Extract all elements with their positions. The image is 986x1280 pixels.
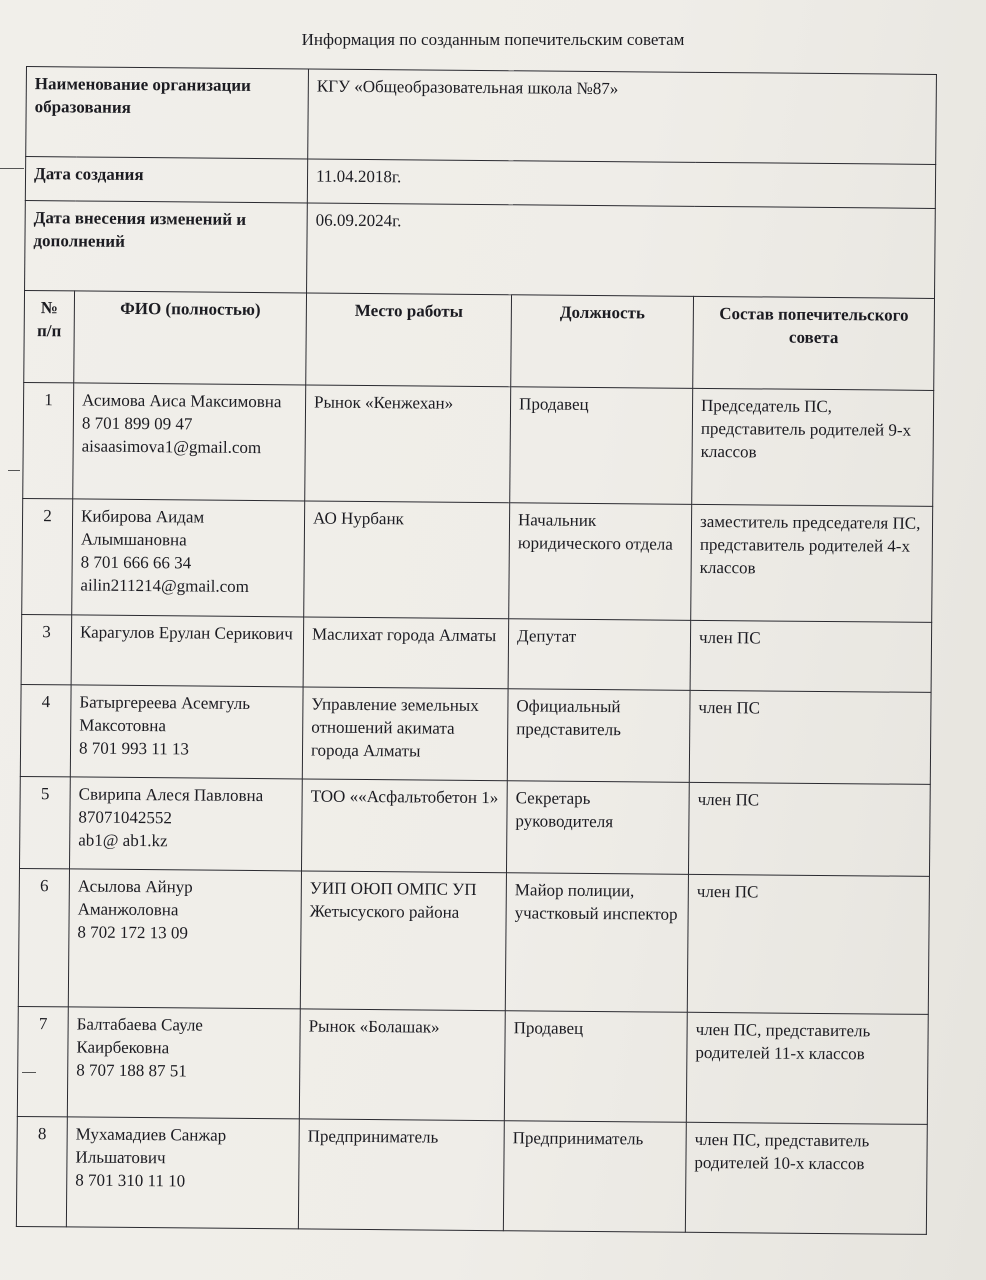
member-contact <box>73 383 306 501</box>
member-workplace: УИП ОЮП ОМПС УП Жетысуского района <box>300 871 506 1011</box>
created-date-label: Дата создания <box>25 157 307 203</box>
member-name: Балтабаева Сауле Каирбековна <box>76 1014 203 1058</box>
header-fio: ФИО (полностью) <box>74 291 307 385</box>
member-role: член ПС, представитель родителей 10-х классов <box>685 1122 927 1234</box>
member-phone: 8 702 172 13 09 <box>77 922 189 943</box>
changed-date-row <box>25 200 936 298</box>
member-contact <box>72 499 305 617</box>
member-role: член ПС, представитель родителей 11-х классов <box>686 1012 928 1124</box>
member-num: 1 <box>23 382 74 498</box>
member-workplace: Рынок «Кенжехан» <box>305 385 511 503</box>
changed-date-value: 06.09.2024г. <box>307 203 936 298</box>
member-position: Майор полиции, участковый инспектор <box>505 873 688 1013</box>
member-role: член ПС <box>687 874 929 1014</box>
member-workplace: АО Нурбанк <box>304 501 510 619</box>
member-position: Депутат <box>508 619 691 691</box>
member-phone: 87071042552 <box>78 807 173 828</box>
column-header-row <box>24 290 935 390</box>
changed-date-label: Дата внесения изменений и дополнений <box>25 200 308 292</box>
created-date-value: 11.04.2018г. <box>307 159 935 208</box>
member-workplace: Рынок «Болашак» <box>299 1009 505 1121</box>
member-name: Кибирова Аидам Алымшановна <box>80 506 205 550</box>
member-role: член ПС <box>689 690 931 784</box>
member-name: Асылова Айнур Аманжоловна <box>77 876 193 920</box>
member-role: Председатель ПС, представитель родителей 9-х классов <box>692 388 934 506</box>
table-row <box>18 868 929 1014</box>
org-name-row <box>26 67 937 165</box>
member-contact <box>66 1117 299 1229</box>
member-email: ab1@ ab1.kz <box>78 830 168 851</box>
member-contact <box>69 777 302 871</box>
member-role: член ПС <box>690 620 932 692</box>
table-row <box>20 684 931 784</box>
member-phone: 8 701 993 11 13 <box>78 738 190 759</box>
header-position: Должность <box>511 295 694 389</box>
org-name-value: КГУ «Общеобразовательная школа №87» <box>308 69 937 164</box>
member-name: Мухамадиев Санжар Ильшатович <box>75 1124 227 1168</box>
page-edge-mark <box>22 1072 36 1073</box>
created-date-row <box>25 157 935 209</box>
member-name: Асимова Аиса Максимовна <box>82 390 282 412</box>
member-position: Продавец <box>510 387 693 505</box>
table-row <box>17 1006 928 1124</box>
member-position: Начальник юридического отдела <box>509 503 692 621</box>
member-num: 5 <box>19 776 70 868</box>
member-role: заместитель председателя ПС, представитель родителей 4-х классов <box>691 504 933 622</box>
header-role: Состав попечительского совета <box>693 296 935 390</box>
member-position: Предприниматель <box>503 1121 686 1233</box>
member-email: aisaasimova1@gmail.com <box>81 436 262 457</box>
member-name: Батыргереева Асемгуль Максотовна <box>79 692 251 736</box>
page-edge-mark <box>8 470 20 471</box>
member-workplace: Управление земельных отношений акимата города Алматы <box>302 687 508 781</box>
table-row <box>22 498 933 622</box>
member-workplace: Предприниматель <box>298 1119 504 1231</box>
member-position: Продавец <box>504 1011 687 1123</box>
member-contact <box>70 685 303 779</box>
member-contact <box>67 1007 300 1119</box>
member-position: Секретарь руководителя <box>506 781 689 875</box>
member-workplace: Маслихат города Алматы <box>303 617 509 689</box>
member-name: Карагулов Ерулан Серикович <box>79 622 293 644</box>
member-workplace: ТОО ««Асфальтобетон 1» <box>302 779 508 873</box>
member-phone: 8 701 666 66 34 <box>80 552 192 573</box>
member-num: 3 <box>21 614 72 684</box>
table-row <box>16 1116 927 1234</box>
document-title: Информация по созданным попечительским советам <box>301 30 685 49</box>
trustee-board-table <box>16 66 937 1235</box>
header-num: № п/п <box>24 290 75 382</box>
page-edge-mark <box>0 168 24 169</box>
member-num: 8 <box>16 1116 67 1226</box>
member-contact <box>68 869 301 1009</box>
member-num: 4 <box>20 684 71 776</box>
member-phone: 8 701 899 09 47 <box>81 413 193 434</box>
member-name: Свирипа Алеся Павловна <box>78 784 264 806</box>
table-row <box>19 776 930 876</box>
table-row <box>23 382 934 506</box>
member-num: 7 <box>17 1006 68 1116</box>
member-num: 6 <box>18 868 69 1006</box>
member-phone: 8 707 188 87 51 <box>76 1060 187 1081</box>
header-work: Место работы <box>306 293 512 387</box>
table-row <box>21 614 932 692</box>
member-num: 2 <box>22 498 73 614</box>
member-phone: 8 701 310 11 10 <box>75 1170 186 1191</box>
member-contact <box>71 615 304 687</box>
member-role: член ПС <box>688 782 930 876</box>
org-name-label: Наименование организации образования <box>26 67 309 159</box>
member-position: Официальный представитель <box>507 689 690 783</box>
member-email: ailin211214@gmail.com <box>80 575 250 596</box>
